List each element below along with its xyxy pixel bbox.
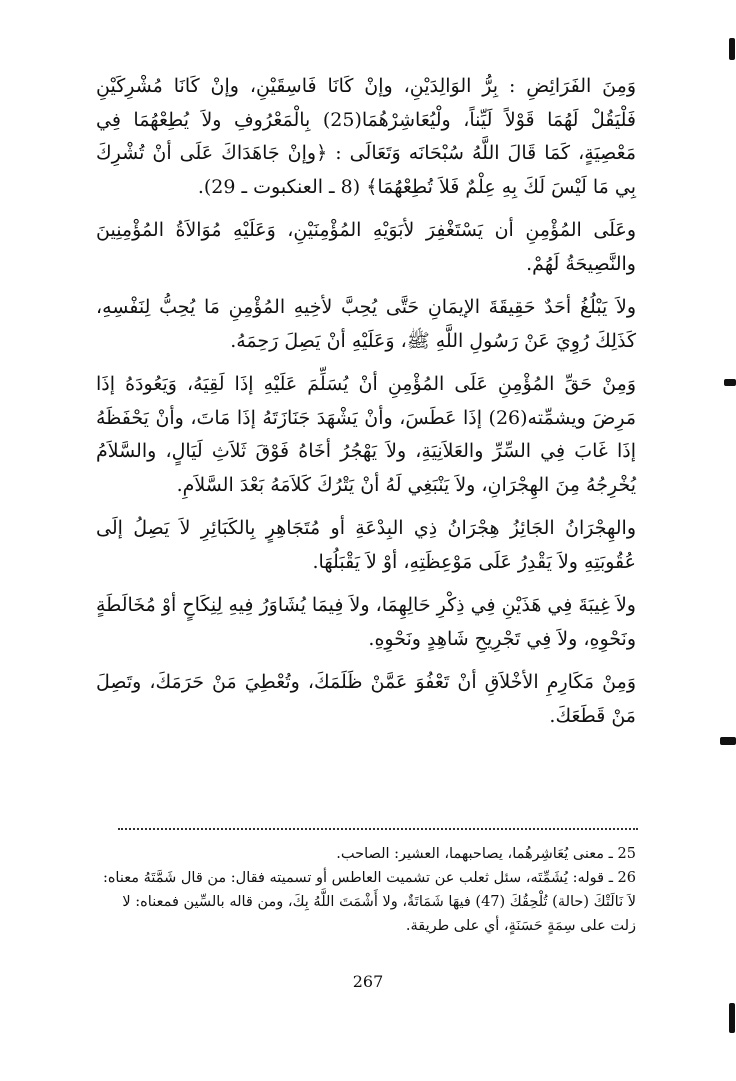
scan-edge-mark-lower [720, 737, 736, 745]
paragraph-forgiveness-parents: وعَلَى المُؤْمِنِ أن يَسْتَغْفِرَ لأبَوَيْهِ المُؤْمِنَيْنِ، وَعَلَيْهِ مُوَالاَةُ المُؤْمِنِينَ والنَّصِيحَةُ لَهُمْ. [96, 219, 636, 275]
footnote-divider [118, 828, 638, 830]
paragraph-faith-brotherhood: ولاَ يَبْلُغُ أحَدٌ حَقِيقَةَ الإيمَانِ حَتَّى يُحِبَّ لأخِيهِ المُؤْمِنِ مَا يُحِبُّ لِنَفْسِهِ، كَذَلِكَ رُوِيَ عَنْ رَسُولِ اللَّهِ ﷺ، وَعَلَيْهِ أنْ يَصِلَ رَحِمَهُ. [96, 296, 636, 352]
paragraph-rights-of-believer: وَمِنْ حَقِّ المُؤْمِنِ عَلَى المُؤْمِنِ أنْ يُسَلِّمَ عَلَيْهِ إذَا لَقِيَهُ، وَيَعُودَهُ إذَا مَرِضَ ويشمِّته(26) إذَا عَطَسَ، وأنْ يَشْهَدَ جَنَازَتَهُ إذَا مَاتَ، وأنْ يَحْفَظَهُ إذَا غَابَ فِي السِّرِّ والعَلاَنِيَةِ، ولاَ يَهْجُرُ أخَاهُ فَوْقَ ثَلاَثِ لَيَالٍ، والسَّلاَمُ يُخْرِجُهُ مِنَ الهِجْرَانِ، ولاَ يَنْبَغِي لَهُ أنْ يَتْرُكَ كَلاَمَهُ بَعْدَ السَّلاَمِ. [96, 373, 636, 496]
main-text [96, 70, 636, 743]
footnotes-section [96, 842, 636, 938]
paragraph-no-backbiting: ولاَ غِيبَةَ فِي هَذَيْنِ فِي ذِكْرِ حَالِهِمَا، ولاَ فِيمَا يُشَاوَرُ فِيهِ لِنِكَاحٍ أوْ مُخَالَطَةٍ ونَحْوِهِ، ولاَ فِي تَجْرِيحِ شَاهِدٍ ونَحْوِهِ. [96, 594, 636, 650]
scan-edge-mark-bottom [729, 1003, 735, 1033]
page-number: 267 [352, 972, 384, 991]
paragraph-permissible-abandonment: والهِجْرَانُ الجَائِزُ هِجْرَانُ ذِي البِدْعَةِ أو مُتَجَاهِرٍ بِالكَبَائِرِ لاَ يَصِلُ إلَى عُقُوبَتِهِ ولاَ يَقْدِرُ عَلَى مَوْعِظَتِهِ، أوْ لاَ يَقْبَلُهَا. [96, 517, 636, 573]
paragraph-noble-character: وَمِنْ مَكَارِمِ الأخْلاَقِ أنْ تَعْفُوَ عَمَّنْ ظَلَمَكَ، وتُعْطِيَ مَنْ حَرَمَكَ، وتَصِلَ مَنْ قَطَعَكَ. [96, 671, 636, 727]
footnote-25: 25 ـ معنى يُعَاشِرهُما، يصاحبهما، العشير: الصاحب. [336, 846, 636, 862]
scan-edge-mark-upper [724, 379, 736, 386]
scan-edge-mark-top [729, 38, 735, 60]
footnote-26: 26 ـ قوله: يُشَمِّتَه، سئل ثعلب عن تشميت العاطس أو تسميته فقال: من قال شَمَّتَهُ معناه: لاَ نَالَتْكَ (حالة) تُلْحِقُكَ (47) فيهَا شَمَاتَةٌ، ولا أَشْمَتَ اللَّهُ بِكَ، ومن قاله بالسِّين فمعناه: لا زلت على سِمَةٍ حَسَنَةٍ، أي على طريقة. [102, 870, 636, 934]
paragraph-obedience-parents: وَمِنَ الفَرَائِضِ : بِرُّ الوَالِدَيْنِ، وإنْ كَانَا فَاسِقَيْنِ، وإنْ كَانَا مُشْرِكَيْنِ فَلْيَقُلْ لَهُمَا قَوْلاً لَيِّناً، ولْيُعَاشِرْهُمَا(25) بِالْمَعْرُوفِ ولاَ يُطِعْهُمَا فِي مَعْصِيَةٍ، كَمَا قَالَ اللَّهُ سُبْحَانَه وَتَعَالَى : ﴿وإنْ جَاهَدَاكَ عَلَى أنْ تُشْرِكَ بِي مَا لَيْسَ لَكَ بِهِ عِلْمٌ فَلاَ تُطِعْهُمَا﴾ (8 ـ العنكبوت ـ 29). [96, 75, 636, 198]
